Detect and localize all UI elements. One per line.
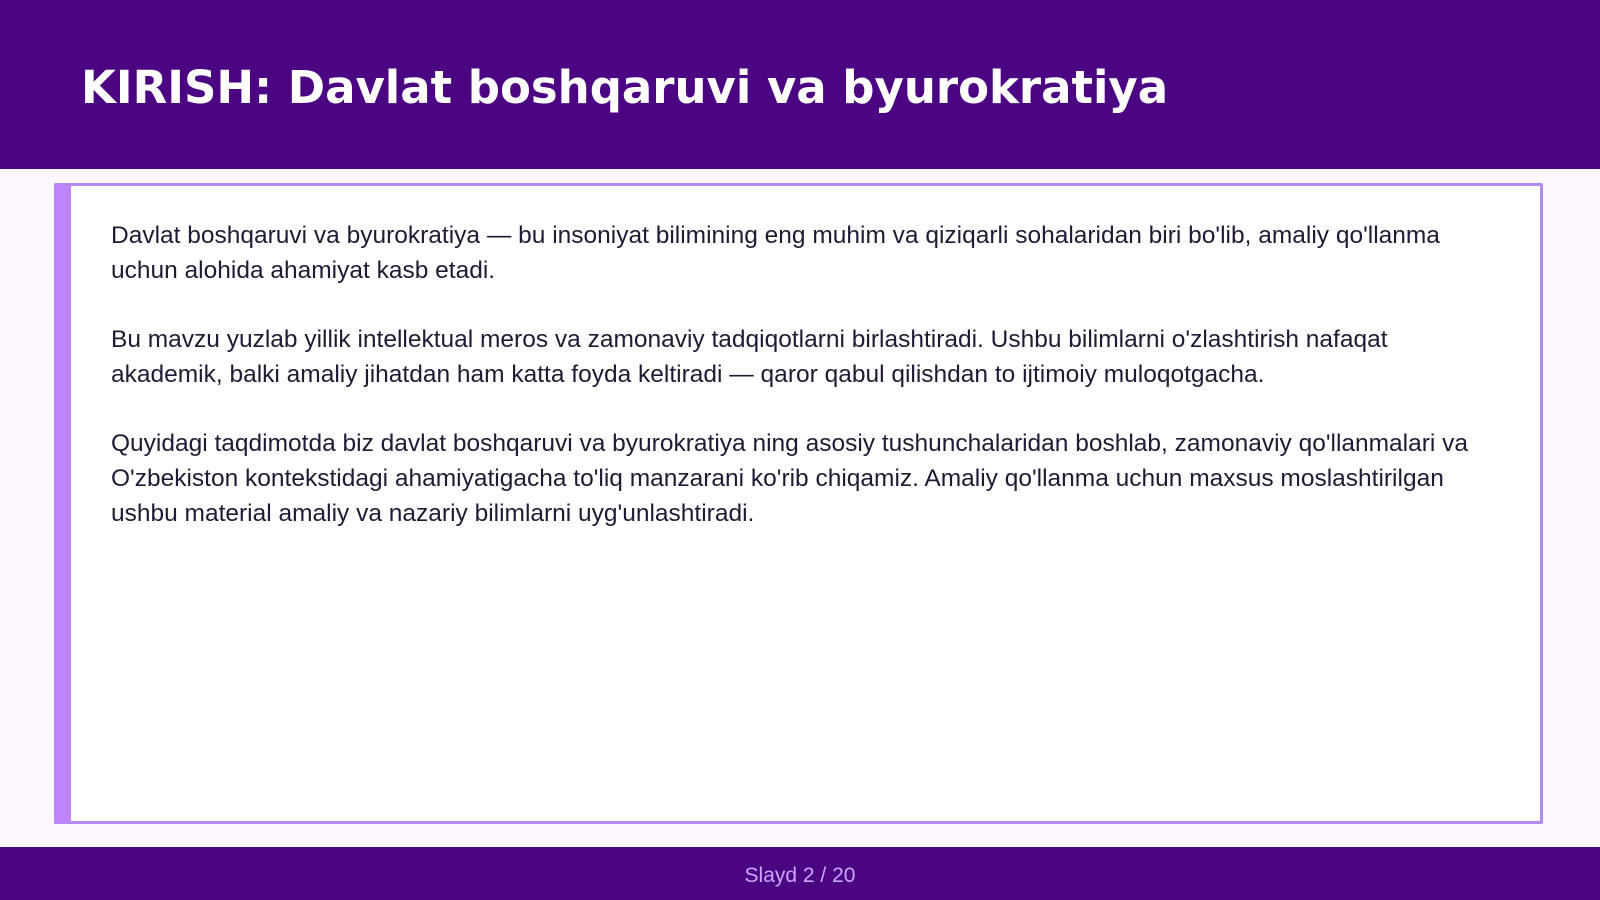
content-card: [54, 183, 1543, 824]
slide-footer: [0, 847, 1600, 900]
intro-paragraph: Davlat boshqaruvi va byurokratiya — bu insoniyat bilimining eng muhim va qiziqarli sohalaridan biri bo'lib, amaliy qo'llanma uchun alohida ahamiyat kasb etadi.: [111, 222, 1440, 284]
presentation-overview-paragraph: Quyidagi taqdimotda biz davlat boshqaruvi va byurokratiya ning asosiy tushunchalaridan boshlab, zamonaviy qo'llanmalari va O'zbekiston kontekstidagi ahamiyatigacha to'liq manzarani ko'rib chiqamiz. Amaliy qo'llanma uchun maxsus moslashtirilgan ushbu material amaliy va nazariy bilimlarni uyg'unlashtiradi.: [111, 430, 1469, 527]
heritage-paragraph: Bu mavzu yuzlab yillik intellektual meros va zamonaviy tadqiqotlarni birlashtiradi. Ushbu bilimlarni o'zlashtirish nafaqat akademik, balki amaliy jihatdan ham katta foyda keltiradi — qaror qabul qilishdan to ijtimoiy muloqotgacha.: [111, 326, 1388, 388]
slide-body: [111, 218, 1496, 565]
slide-number: Slayd 2 / 20: [744, 863, 856, 887]
slide-title: KIRISH: Davlat boshqaruvi va byurokratiya: [81, 61, 1169, 114]
slide-header: [0, 0, 1600, 169]
